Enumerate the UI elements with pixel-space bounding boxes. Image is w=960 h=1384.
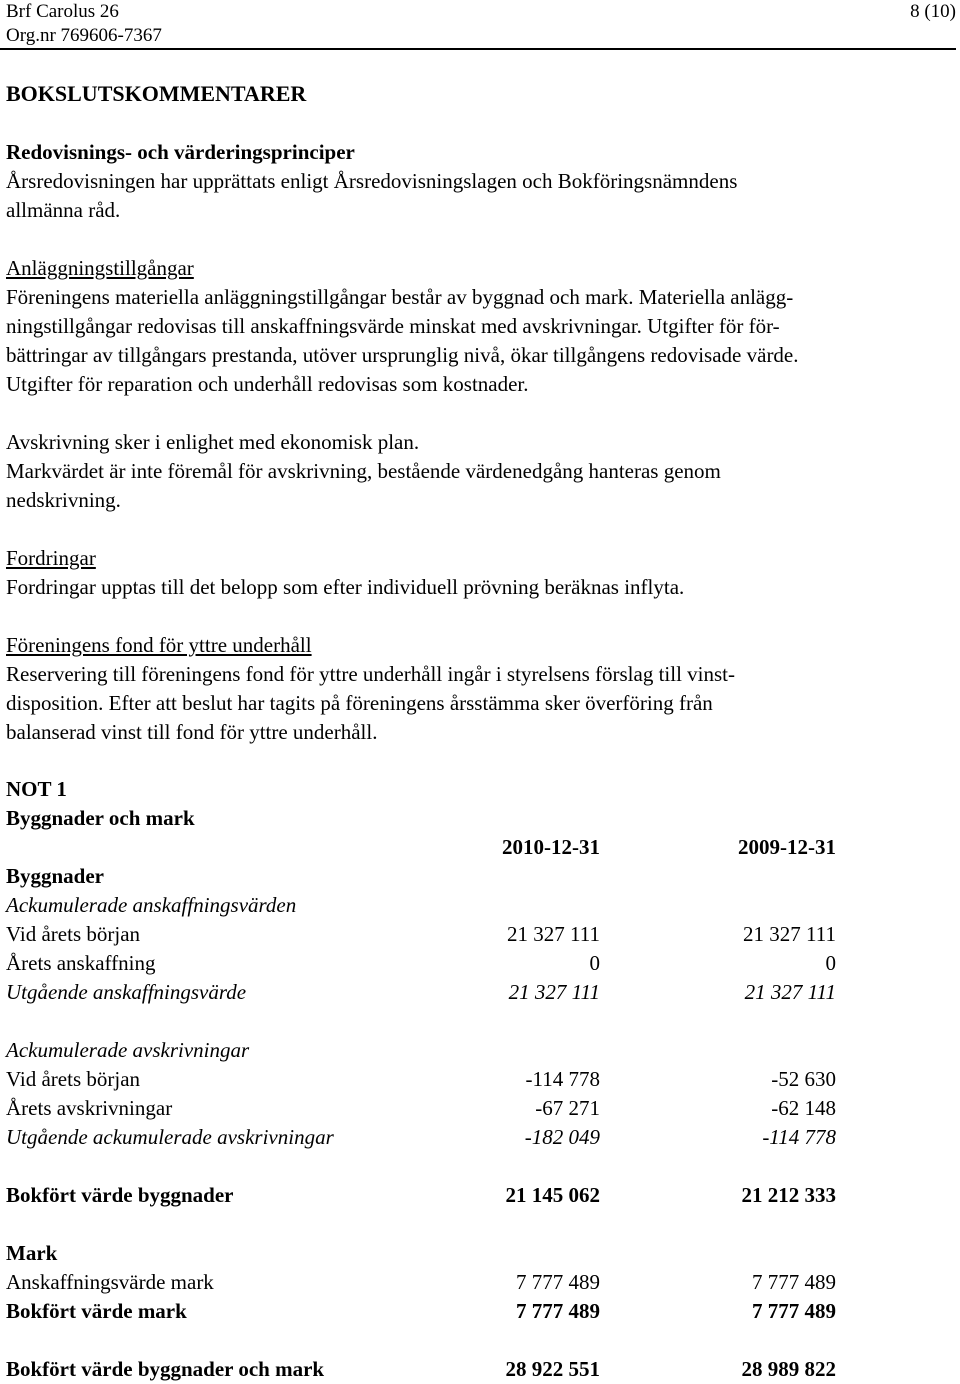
table-row (6, 1355, 956, 1384)
acquisition-heading: Ackumulerade anskaffningsvärden (6, 893, 297, 917)
column-header-2009: 2009-12-31 (738, 835, 836, 859)
row-value-2009: 0 (825, 951, 836, 975)
row-value-2010: -67 271 (535, 1096, 600, 1120)
row-value-2010: -182 049 (524, 1125, 600, 1149)
row-value-2009: -62 148 (771, 1096, 836, 1120)
row-label: Bokfört värde byggnader (6, 1183, 234, 1207)
table-row (6, 978, 956, 1007)
table-row (6, 949, 956, 978)
table-row (6, 920, 956, 949)
row-label: Bokfört värde byggnader och mark (6, 1357, 325, 1381)
row-value-2009: 21 212 333 (741, 1183, 836, 1207)
fixed-assets-line-2: ningstillgångar redovisas till anskaffningsvärde minskat med avskrivningar. Utgifter för för- (6, 314, 780, 338)
principles-line-2: allmänna råd. (6, 198, 121, 222)
table-row (6, 1297, 956, 1326)
row-label: Årets avskrivningar (6, 1096, 173, 1120)
row-value-2009: 21 327 111 (744, 980, 836, 1004)
page-number: 8 (10) (910, 1, 956, 22)
table-row (6, 1181, 956, 1210)
row-label: Utgående ackumulerade avskrivningar (6, 1125, 334, 1149)
depreciation-line-2: Markvärdet är inte föremål för avskrivning, bestående värdenedgång hanteras genom (6, 459, 721, 483)
row-value-2010: 0 (589, 951, 600, 975)
row-value-2010: 21 327 111 (508, 980, 600, 1004)
page-header (6, 0, 956, 48)
fixed-assets-line-4: Utgifter för reparation och underhåll redovisas som kostnader. (6, 372, 529, 396)
column-header-2010: 2010-12-31 (502, 835, 600, 859)
section-title: BOKSLUTSKOMMENTARER (6, 81, 307, 106)
column-header-row (6, 833, 956, 862)
row-value-2010: 28 922 551 (505, 1357, 600, 1381)
table-row (6, 1123, 956, 1152)
org-number: Org.nr 769606-7367 (6, 25, 162, 46)
fund-heading: Föreningens fond för yttre underhåll (6, 633, 312, 657)
table-row (6, 1065, 956, 1094)
table-row (6, 1268, 956, 1297)
row-value-2009: -52 630 (771, 1067, 836, 1091)
row-value-2010: 21 327 111 (507, 922, 600, 946)
principles-line-1: Årsredovisningen har upprättats enligt Årsredovisningslagen och Bokföringsnämndens (6, 169, 738, 193)
row-label: Utgående anskaffningsvärde (6, 980, 247, 1004)
fixed-assets-heading: Anläggningstillgångar (6, 256, 194, 280)
row-value-2009: 28 989 822 (741, 1357, 836, 1381)
row-value-2009: -114 778 (762, 1125, 836, 1149)
depreciation-line-3: nedskrivning. (6, 488, 121, 512)
fund-line-1: Reservering till föreningens fond för yttre underhåll ingår i styrelsens förslag till vinst- (6, 662, 735, 686)
receivables-heading: Fordringar (6, 546, 96, 570)
row-label: Årets anskaffning (6, 951, 156, 975)
fund-line-3: balanserad vinst till fond för yttre underhåll. (6, 720, 378, 744)
row-label: Vid årets början (6, 1067, 141, 1091)
row-value-2009: 7 777 489 (752, 1270, 836, 1294)
depreciation-line-1: Avskrivning sker i enlighet med ekonomisk plan. (6, 430, 420, 454)
table-row (6, 1094, 956, 1123)
depreciation-section (6, 428, 956, 515)
row-value-2010: 7 777 489 (516, 1299, 600, 1323)
row-label: Anskaffningsvärde mark (6, 1270, 214, 1294)
principles-heading: Redovisnings- och värderingsprinciper (6, 140, 355, 164)
row-label: Vid årets början (6, 922, 141, 946)
row-value-2009: 21 327 111 (743, 922, 836, 946)
note-subtitle: Byggnader och mark (6, 806, 195, 830)
row-value-2009: 7 777 489 (752, 1299, 836, 1323)
row-value-2010: 7 777 489 (516, 1270, 600, 1294)
row-value-2010: 21 145 062 (505, 1183, 600, 1207)
org-name: Brf Carolus 26 (6, 1, 119, 22)
fund-line-2: disposition. Efter att beslut har tagits på föreningens årsstämma sker överföring från (6, 691, 713, 715)
note-title: NOT 1 (6, 777, 67, 801)
buildings-heading: Byggnader (6, 864, 105, 888)
receivables-text: Fordringar upptas till det belopp som efter individuell prövning beräknas inflyta. (6, 575, 685, 599)
fixed-assets-line-1: Föreningens materiella anläggningstillgångar består av byggnad och mark. Materiella anlägg- (6, 285, 794, 309)
fixed-assets-section (6, 254, 956, 399)
row-value-2010: -114 778 (525, 1067, 600, 1091)
principles-section (6, 138, 956, 225)
fixed-assets-line-3: bättringar av tillgångars prestanda, utöver ursprunglig nivå, ökar tillgångens redovisade värde. (6, 343, 799, 367)
note-1-table (6, 775, 956, 1384)
fund-section (6, 631, 956, 747)
land-heading: Mark (6, 1241, 58, 1265)
row-label: Bokfört värde mark (6, 1299, 187, 1323)
header-divider (0, 48, 956, 50)
receivables-section (6, 544, 956, 602)
depreciation-heading: Ackumulerade avskrivningar (6, 1038, 250, 1062)
